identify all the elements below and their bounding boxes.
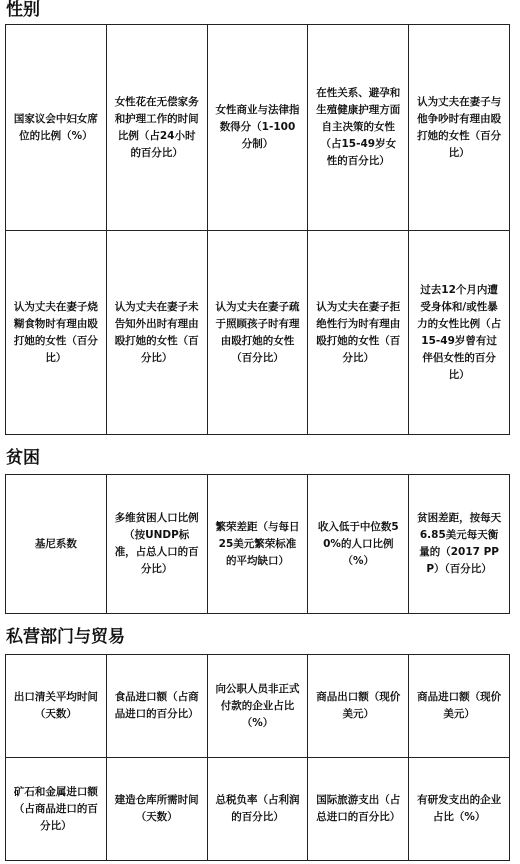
indicator-label: 认为丈夫在妻子与他争吵时有理由殴打她的女性（百分比）: [417, 95, 502, 159]
indicator-label: 国家议会中妇女席位的比例（%）: [13, 112, 98, 142]
indicator-label: 向公职人员非正式付款的企业占比（%）: [215, 682, 300, 729]
indicator-label: 在性关系、避孕和生殖健康护理方面自主决策的女性（占15-49岁女性的百分比）: [316, 87, 401, 167]
indicator-cell[interactable]: [308, 231, 409, 435]
indicator-label: 总税负率（占利润的百分比）: [215, 794, 300, 823]
indicator-cell[interactable]: [308, 25, 409, 231]
indicator-label: 出口清关平均时间（天数）: [13, 691, 98, 720]
indicator-label: 多维贫困人口比例（按UNDP标准，占总人口的百分比）: [114, 512, 199, 575]
indicator-label: 矿石和金属进口额（占商品进口的百分比）: [13, 785, 98, 832]
indicator-cell[interactable]: [6, 231, 107, 435]
indicator-label: 贫困差距，按每天6.85美元每天衡量的（2017 PPP）（百分比）: [417, 512, 502, 575]
indicator-cell[interactable]: [409, 231, 510, 435]
indicator-label: 国际旅游支出（占总进口的百分比）: [316, 794, 401, 823]
indicator-cell[interactable]: [6, 758, 107, 861]
indicator-label: 女性商业与法律指数得分（1-100分制）: [215, 104, 300, 150]
indicator-cell[interactable]: [107, 25, 208, 231]
indicator-label: 建造仓库所需时间（天数）: [114, 794, 199, 823]
indicator-label: 商品出口额（现价美元）: [316, 691, 401, 720]
indicator-label: 认为丈夫在妻子烧糊食物时有理由殴打她的女性（百分比）: [13, 300, 98, 364]
indicator-cell[interactable]: [107, 758, 208, 861]
indicator-label: 繁荣差距（与每日25美元繁荣标准的平均缺口）: [215, 520, 300, 567]
indicator-cell[interactable]: [409, 758, 510, 861]
indicator-cell[interactable]: [107, 231, 208, 435]
indicator-cell[interactable]: [308, 655, 409, 758]
indicator-cell[interactable]: [409, 655, 510, 758]
indicator-cell[interactable]: [208, 25, 309, 231]
indicator-cell[interactable]: [208, 475, 309, 614]
indicator-label: 过去12个月内遭受身体和/或性暴力的女性比例（占15-49岁曾有过伴侣女性的百分比）: [417, 283, 502, 381]
indicator-cell[interactable]: [208, 231, 309, 435]
indicator-label: 基尼系数: [34, 537, 77, 550]
private-sector-trade-indicator-table: [5, 654, 510, 861]
indicator-cell[interactable]: [308, 758, 409, 861]
indicator-cell[interactable]: [107, 475, 208, 614]
indicator-cell[interactable]: [107, 655, 208, 758]
indicator-label: 认为丈夫在妻子未告知外出时有理由殴打她的女性（百分比）: [114, 300, 199, 364]
indicator-label: 认为丈夫在妻子疏于照顾孩子时有理由殴打她的女性（百分比）: [215, 300, 300, 364]
indicator-label: 食品进口额（占商品进口的百分比）: [114, 691, 199, 720]
indicator-cell[interactable]: [208, 655, 309, 758]
indicator-cell[interactable]: [208, 758, 309, 861]
indicator-label: 商品进口额（现价美元）: [417, 691, 502, 720]
gender-indicator-table: [5, 24, 510, 435]
indicator-cell[interactable]: [6, 475, 107, 614]
indicator-label: 收入低于中位数50%的人口比例（%）: [317, 520, 399, 567]
section-title-gender: 性别: [6, 0, 40, 20]
indicator-cell[interactable]: [409, 25, 510, 231]
poverty-indicator-table: [5, 474, 510, 614]
indicator-cell[interactable]: [409, 475, 510, 614]
indicator-cell[interactable]: [6, 25, 107, 231]
indicator-label: 有研发支出的企业占比（%）: [417, 794, 502, 823]
indicator-label: 认为丈夫在妻子拒绝性行为时有理由殴打她的女性（百分比）: [316, 300, 401, 364]
indicator-cell[interactable]: [6, 655, 107, 758]
indicator-label: 女性花在无偿家务和护理工作的时间比例（占24小时的百分比）: [114, 95, 199, 159]
section-title-poverty: 贫困: [6, 448, 40, 468]
section-title-private-sector-trade: 私营部门与贸易: [6, 627, 125, 647]
indicator-cell[interactable]: [308, 475, 409, 614]
